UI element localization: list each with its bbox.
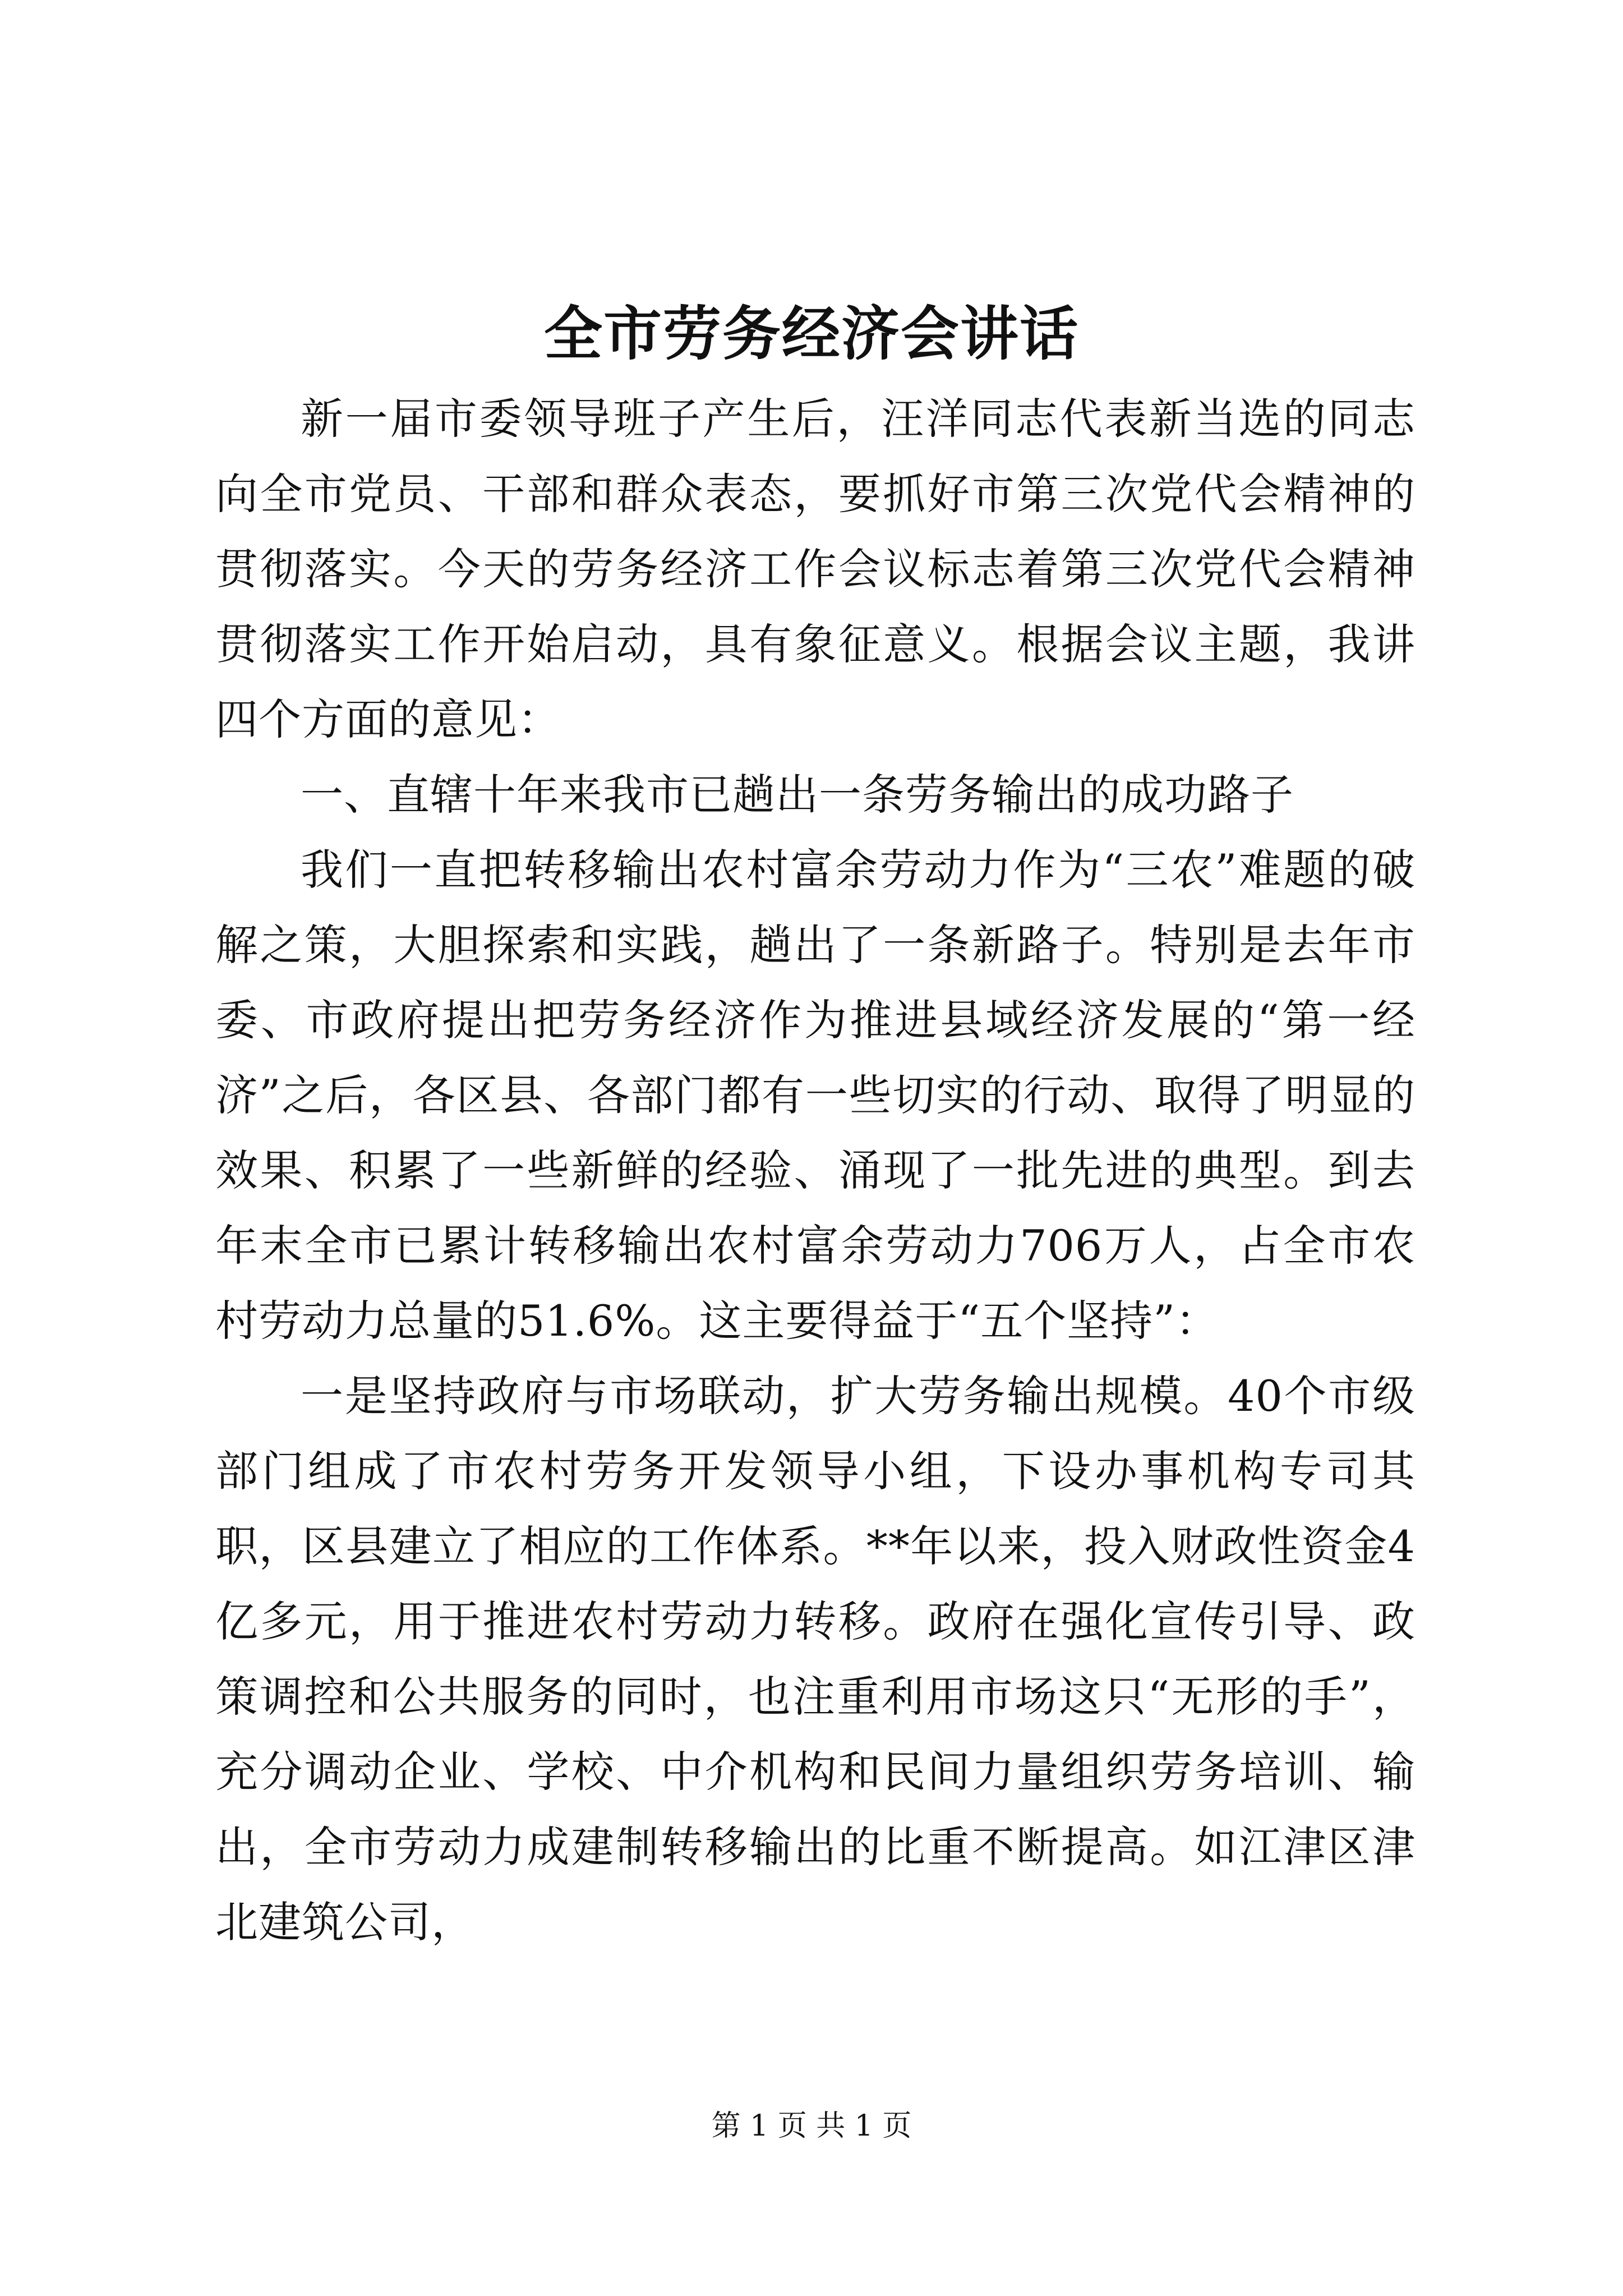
document-body [215, 381, 1415, 1960]
document-title: 全市劳务经济会讲话 [543, 299, 1079, 368]
paragraph-point-1: 一是坚持政府与市场联动，扩大劳务输出规模。40个市级部门组成了市农村劳务开发领导小组，下设办事机构专司其职，区县建立了相应的工作体系。**年以来，投入财政性资金4亿多元，用于推进农村劳动力转移。政府在强化宣传引导、政策调控和公共服务的同时，也注重利用市场这只“无形的手”，充分调动企业、学校、中介机构和民间力量组织劳务培训、输出，全市劳动力成建制转移输出的比重不断提高。如江津区津北建筑公司， [215, 1371, 1415, 1947]
paragraph-achievements: 我们一直把转移输出农村富余劳动力作为“三农”难题的破解之策，大胆探索和实践，趟出了一条新路子。特别是去年市委、市政府提出把劳务经济作为推进县域经济发展的“第一经济”之后，各区县、各部门都有一些切实的行动、取得了明显的效果、积累了一些新鲜的经验、涌现了一批先进的典型。到去年末全市已累计转移输出农村富余劳动力706万人，占全市农村劳动力总量的51.6%。这主要得益于“五个坚持”： [215, 845, 1415, 1346]
paragraph-intro: 新一届市委领导班子产生后，汪洋同志代表新当选的同志向全市党员、干部和群众表态，要抓好市第三次党代会精神的贯彻落实。今天的劳务经济工作会议标志着第三次党代会精神贯彻落实工作开始启动，具有象征意义。根据会议主题，我讲四个方面的意见： [215, 394, 1415, 744]
page-footer: 第 1 页 共 1 页 [711, 2109, 912, 2143]
section-heading-1: 一、直辖十年来我市已趟出一条劳务输出的成功路子 [301, 770, 1294, 820]
